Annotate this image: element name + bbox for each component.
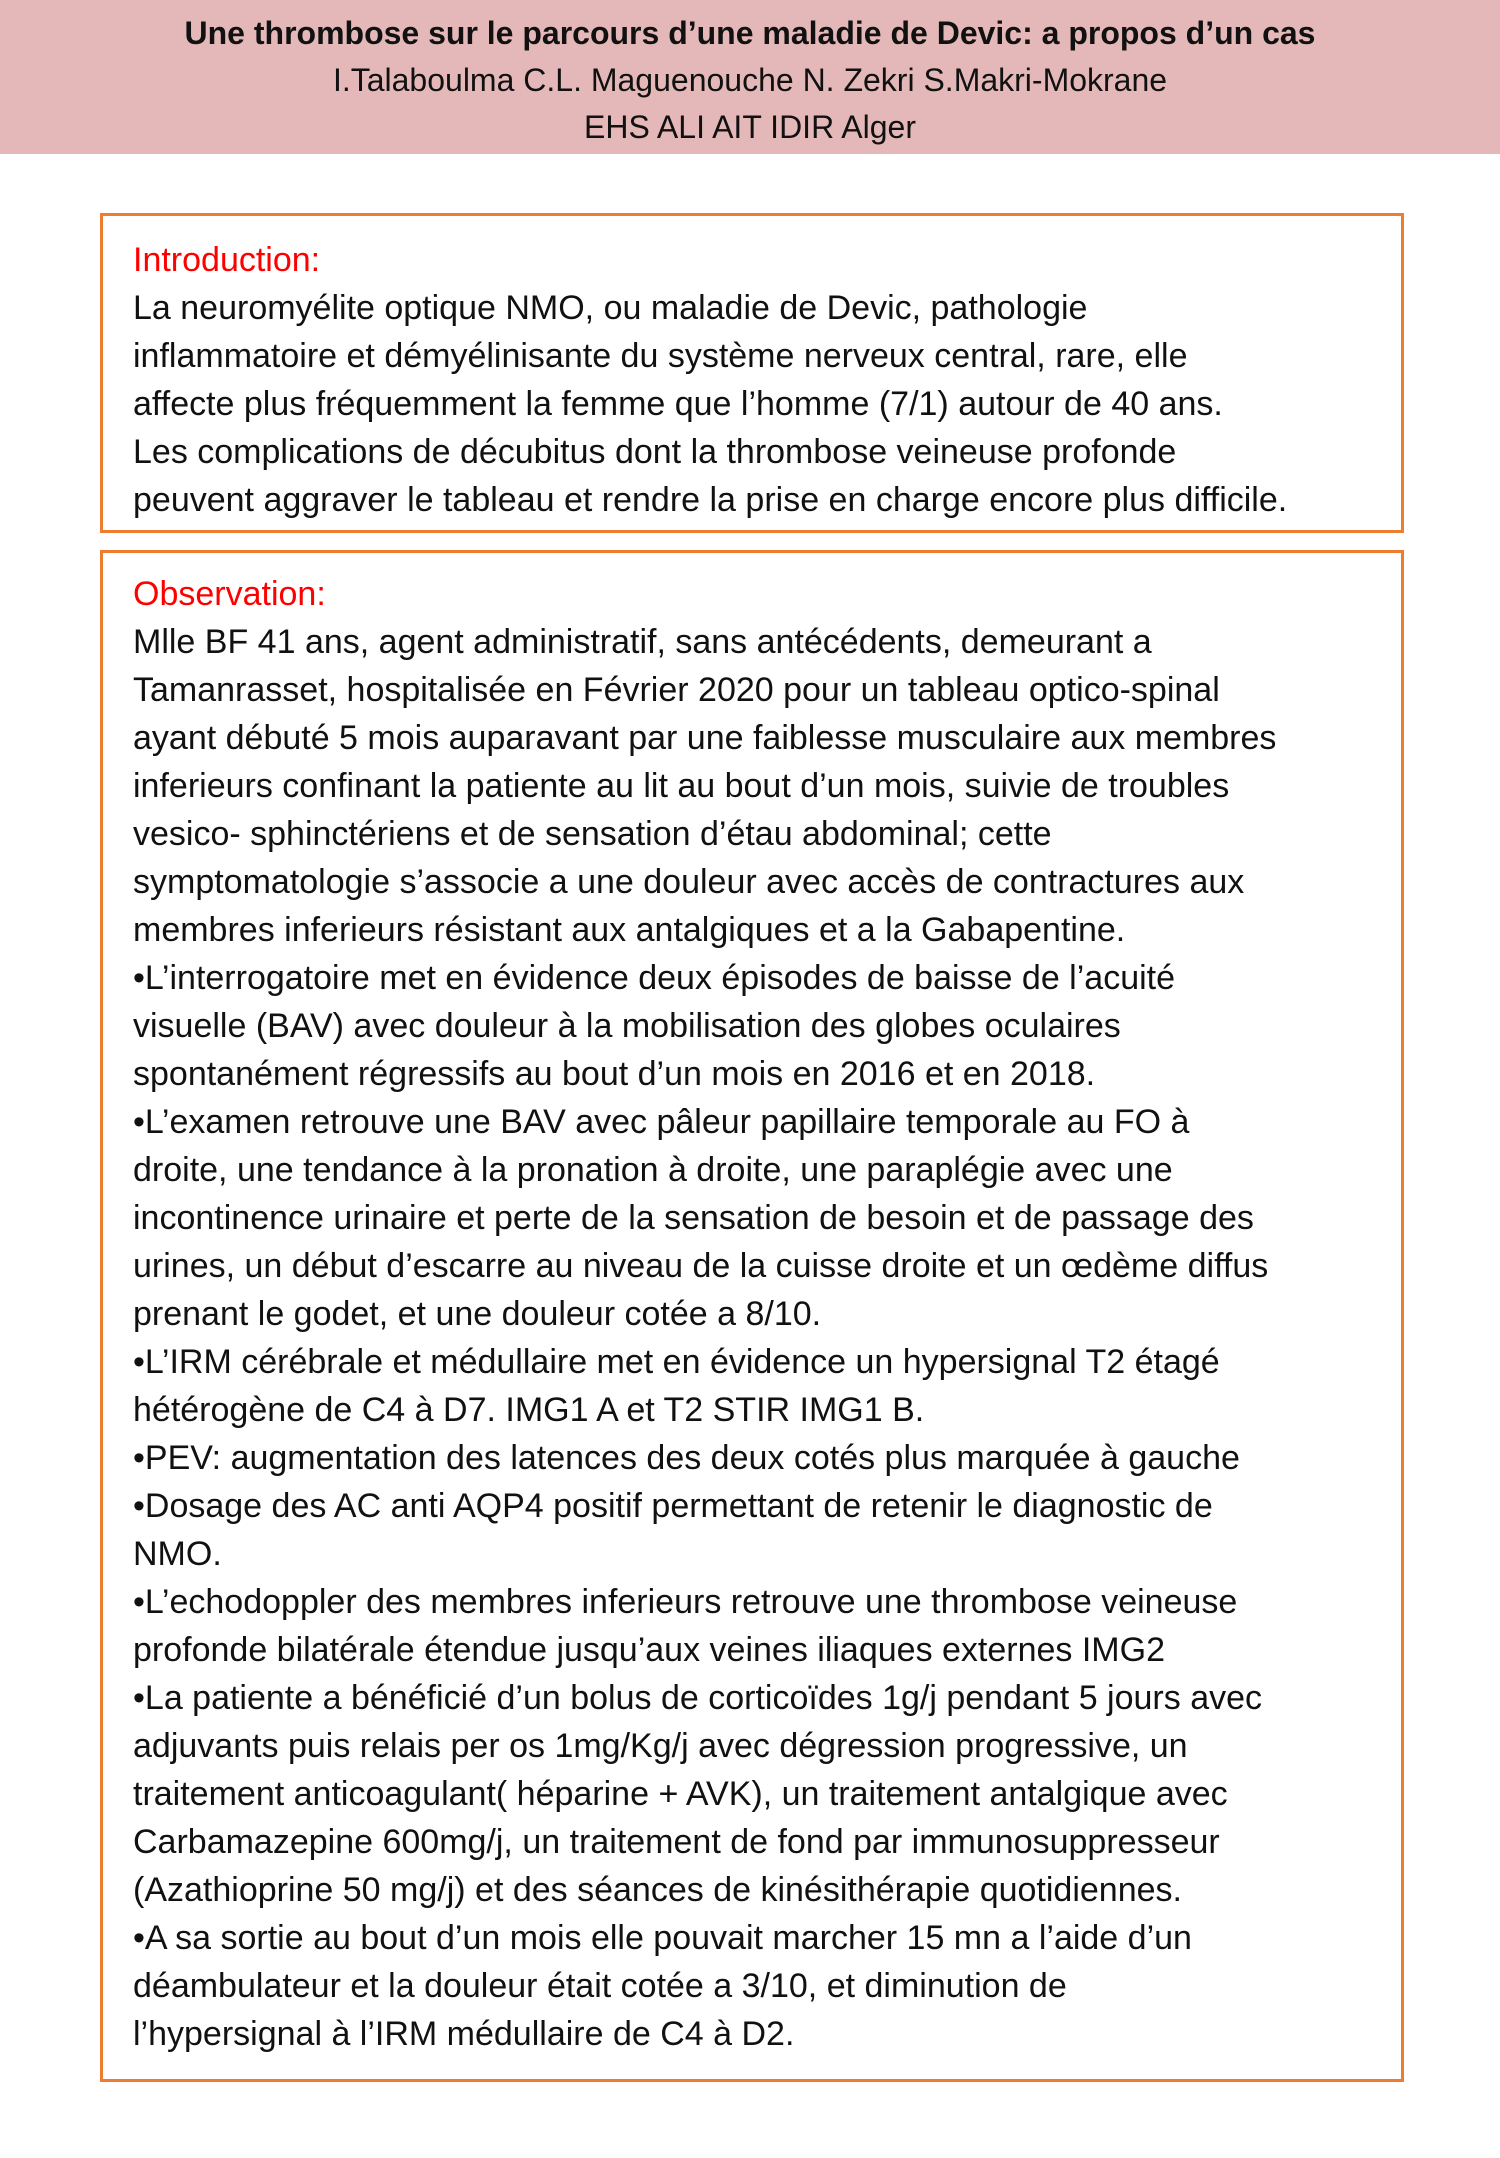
poster-institution: EHS ALI AIT IDIR Alger bbox=[584, 109, 916, 145]
observation-heading: Observation: bbox=[133, 575, 326, 613]
introduction-heading: Introduction: bbox=[133, 241, 321, 279]
observation-line: spontanément régressifs au bout d’un mois en 2016 et en 2018. bbox=[133, 1055, 1096, 1093]
observation-line: •L’echodoppler des membres inferieurs retrouve une thrombose veineuse bbox=[133, 1583, 1238, 1621]
introduction-line: inflammatoire et démyélinisante du système nerveux central, rare, elle bbox=[133, 337, 1188, 375]
observation-line: l’hypersignal à l’IRM médullaire de C4 à D2. bbox=[133, 2015, 795, 2053]
introduction-box bbox=[100, 213, 1404, 533]
observation-line: Carbamazepine 600mg/j, un traitement de fond par immunosuppresseur bbox=[133, 1823, 1220, 1861]
observation-line: symptomatologie s’associe a une douleur avec accès de contractures aux bbox=[133, 863, 1245, 901]
observation-line: •A sa sortie au bout d’un mois elle pouvait marcher 15 mn a l’aide d’un bbox=[133, 1919, 1192, 1957]
observation-line: NMO. bbox=[133, 1535, 222, 1573]
introduction-line: affecte plus fréquemment la femme que l’homme (7/1) autour de 40 ans. bbox=[133, 385, 1223, 423]
observation-line: droite, une tendance à la pronation à droite, une paraplégie avec une bbox=[133, 1151, 1173, 1189]
observation-box bbox=[100, 550, 1404, 2082]
observation-line: •Dosage des AC anti AQP4 positif permettant de retenir le diagnostic de bbox=[133, 1487, 1213, 1525]
observation-line: adjuvants puis relais per os 1mg/Kg/j avec dégression progressive, un bbox=[133, 1727, 1188, 1765]
observation-line: •L’interrogatoire met en évidence deux épisodes de baisse de l’acuité bbox=[133, 959, 1176, 997]
introduction-line: La neuromyélite optique NMO, ou maladie de Devic, pathologie bbox=[133, 289, 1088, 327]
observation-line: membres inferieurs résistant aux antalgiques et a la Gabapentine. bbox=[133, 911, 1126, 949]
observation-line: •La patiente a bénéficié d’un bolus de corticoïdes 1g/j pendant 5 jours avec bbox=[133, 1679, 1263, 1717]
poster-title: Une thrombose sur le parcours d’une maladie de Devic: a propos d’un cas bbox=[184, 15, 1316, 51]
observation-line: traitement anticoagulant( héparine + AVK), un traitement antalgique avec bbox=[133, 1775, 1228, 1813]
observation-line: déambulateur et la douleur était cotée a 3/10, et diminution de bbox=[133, 1967, 1067, 2005]
poster-header bbox=[0, 0, 1500, 154]
observation-line: Mlle BF 41 ans, agent administratif, sans antécédents, demeurant a bbox=[133, 623, 1152, 661]
observation-line: inferieurs confinant la patiente au lit au bout d’un mois, suivie de troubles bbox=[133, 767, 1230, 805]
introduction-line: Les complications de décubitus dont la thrombose veineuse profonde bbox=[133, 433, 1177, 471]
observation-line: Tamanrasset, hospitalisée en Février 2020 pour un tableau optico-spinal bbox=[133, 671, 1220, 709]
observation-line: (Azathioprine 50 mg/j) et des séances de kinésithérapie quotidiennes. bbox=[133, 1871, 1182, 1909]
observation-line: ayant débuté 5 mois auparavant par une faiblesse musculaire aux membres bbox=[133, 719, 1277, 757]
poster-authors: I.Talaboulma C.L. Maguenouche N. Zekri S.Makri-Mokrane bbox=[332, 62, 1168, 98]
observation-line: •L’IRM cérébrale et médullaire met en évidence un hypersignal T2 étagé bbox=[133, 1343, 1220, 1381]
observation-line: vesico- sphinctériens et de sensation d’étau abdominal; cette bbox=[133, 815, 1052, 853]
observation-line: prenant le godet, et une douleur cotée a 8/10. bbox=[133, 1295, 822, 1333]
observation-line: hétérogène de C4 à D7. IMG1 A et T2 STIR IMG1 B. bbox=[133, 1391, 925, 1429]
observation-line: •PEV: augmentation des latences des deux cotés plus marquée à gauche bbox=[133, 1439, 1240, 1477]
observation-line: profonde bilatérale étendue jusqu’aux veines iliaques externes IMG2 bbox=[133, 1631, 1165, 1669]
observation-line: •L’examen retrouve une BAV avec pâleur papillaire temporale au FO à bbox=[133, 1103, 1190, 1141]
observation-line: urines, un début d’escarre au niveau de la cuisse droite et un œdème diffus bbox=[133, 1247, 1269, 1285]
introduction-line: peuvent aggraver le tableau et rendre la prise en charge encore plus difficile. bbox=[133, 481, 1288, 519]
observation-line: visuelle (BAV) avec douleur à la mobilisation des globes oculaires bbox=[133, 1007, 1121, 1045]
observation-line: incontinence urinaire et perte de la sensation de besoin et de passage des bbox=[133, 1199, 1254, 1237]
